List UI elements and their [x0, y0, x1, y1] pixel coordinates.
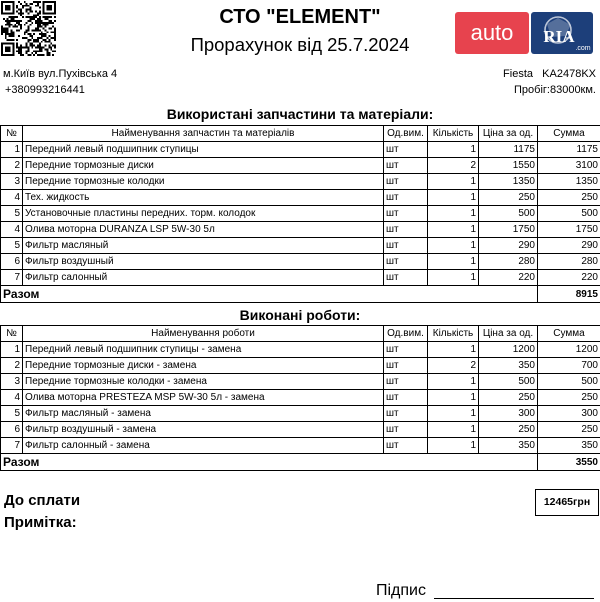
parts-table-cell: 500 — [479, 206, 538, 222]
works-header-row — [1, 326, 600, 342]
works-table-row — [1, 438, 600, 454]
parts-table-cell: 2 — [428, 158, 479, 174]
parts-table-cell: 1350 — [538, 174, 600, 190]
parts-table-cell: шт — [384, 238, 428, 254]
parts-table-cell: Передние тормозные колодки — [23, 174, 384, 190]
parts-table-cell: 1550 — [479, 158, 538, 174]
parts-table-cell: 1 — [428, 190, 479, 206]
works-table-cell: 6 — [1, 422, 23, 438]
works-column-header: № — [1, 326, 23, 342]
works-total-label: Разом — [1, 454, 384, 471]
parts-table-cell: 1750 — [538, 222, 600, 238]
works-table-cell: 1200 — [538, 342, 600, 358]
works-table-cell: шт — [384, 438, 428, 454]
autoria-logo — [455, 10, 597, 56]
parts-table-cell: 1 — [428, 174, 479, 190]
works-table-cell: 250 — [479, 422, 538, 438]
parts-table-cell: 5 — [1, 206, 23, 222]
works-table-cell: 1 — [428, 406, 479, 422]
svg-text:.com: .com — [575, 45, 591, 52]
works-total-row — [1, 454, 600, 471]
works-table-row — [1, 422, 600, 438]
parts-table-cell: 250 — [479, 190, 538, 206]
works-table-cell: 2 — [428, 358, 479, 374]
works-table-cell: шт — [384, 358, 428, 374]
parts-table-cell: 1750 — [479, 222, 538, 238]
parts-table-cell: 1 — [428, 238, 479, 254]
document-subtitle: Прорахунок від 25.7.2024 — [190, 34, 410, 55]
parts-table-cell: 4 — [1, 222, 23, 238]
works-table-cell: 300 — [479, 406, 538, 422]
parts-section-title: Використані запчастини та матеріали: — [166, 106, 434, 122]
works-table-cell: 350 — [479, 358, 538, 374]
works-column-header: Сумма — [538, 326, 600, 342]
works-table-cell: Фильтр воздушный - замена — [23, 422, 384, 438]
works-total-value: 3550 — [538, 454, 600, 471]
parts-table-cell: Тех. жидкость — [23, 190, 384, 206]
parts-total-value: 8915 — [538, 286, 600, 303]
works-table-cell: 250 — [538, 390, 600, 406]
parts-table-row — [1, 158, 600, 174]
works-table-cell: Фильтр масляный - замена — [23, 406, 384, 422]
parts-table-cell: 1 — [428, 254, 479, 270]
parts-table-cell: шт — [384, 174, 428, 190]
works-total-spacer — [479, 454, 538, 471]
works-table-cell: 1 — [428, 342, 479, 358]
parts-column-header: № — [1, 126, 23, 142]
works-column-header: Од.вим. — [384, 326, 428, 342]
phone: +380993216441 — [5, 84, 85, 96]
parts-table-cell: 1 — [428, 222, 479, 238]
works-table-cell: шт — [384, 374, 428, 390]
works-column-header: Ціна за од. — [479, 326, 538, 342]
works-table-cell: 700 — [538, 358, 600, 374]
works-table-cell: 1 — [428, 438, 479, 454]
parts-table-cell: 1175 — [538, 142, 600, 158]
mileage: Пробіг:83000км. — [514, 84, 596, 96]
parts-column-header: Ціна за од. — [479, 126, 538, 142]
parts-total-row — [1, 286, 600, 303]
parts-table-cell: 220 — [479, 270, 538, 286]
parts-table-cell: Передний левый подшипник ступицы — [23, 142, 384, 158]
parts-table-cell: шт — [384, 270, 428, 286]
parts-table-cell: 6 — [1, 254, 23, 270]
works-table-cell: шт — [384, 406, 428, 422]
parts-table-row — [1, 254, 600, 270]
parts-table-cell: 1175 — [479, 142, 538, 158]
parts-column-header: Кількість — [428, 126, 479, 142]
works-table-cell: шт — [384, 390, 428, 406]
works-table-row — [1, 374, 600, 390]
parts-table-cell: Установочные пластины передних. торм. колодок — [23, 206, 384, 222]
works-table-cell: 5 — [1, 406, 23, 422]
works-table-cell: 1200 — [479, 342, 538, 358]
amount-due-label: До сплати — [4, 492, 81, 509]
parts-column-header: Найменування запчастин та матеріалів — [23, 126, 384, 142]
parts-table-cell: Фильтр салонный — [23, 270, 384, 286]
works-table-cell: 500 — [538, 374, 600, 390]
works-table-cell: Передний левый подшипник ступицы - замена — [23, 342, 384, 358]
works-column-header: Найменування роботи — [23, 326, 384, 342]
parts-table-cell: шт — [384, 206, 428, 222]
parts-table-row — [1, 174, 600, 190]
parts-table-cell: 1350 — [479, 174, 538, 190]
address: м.Київ вул.Пухівська 4 — [3, 68, 118, 80]
parts-table-cell: 1 — [428, 142, 479, 158]
parts-table-cell: Фильтр воздушный — [23, 254, 384, 270]
parts-table-cell: 280 — [538, 254, 600, 270]
parts-table-cell: 1 — [428, 206, 479, 222]
works-column-header: Кількість — [428, 326, 479, 342]
parts-table-cell: 1 — [1, 142, 23, 158]
works-table-row — [1, 342, 600, 358]
works-table-cell: 300 — [538, 406, 600, 422]
parts-table-cell: 220 — [538, 270, 600, 286]
amount-due-value: 12465грн — [535, 489, 599, 516]
svg-text:auto: auto — [470, 20, 514, 45]
parts-total-spacer — [384, 286, 428, 303]
parts-table-cell: 290 — [479, 238, 538, 254]
works-table-cell: 350 — [479, 438, 538, 454]
svg-text:RIA: RIA — [543, 27, 575, 46]
parts-column-header: Од.вим. — [384, 126, 428, 142]
parts-table-cell: 280 — [479, 254, 538, 270]
works-table-cell: Фильтр салонный - замена — [23, 438, 384, 454]
works-table-row — [1, 358, 600, 374]
works-total-spacer — [428, 454, 479, 471]
document-title: СТО "ELEMENT" — [219, 6, 381, 28]
parts-table-row — [1, 238, 600, 254]
parts-total-spacer — [428, 286, 479, 303]
works-table-row — [1, 406, 600, 422]
signature-label: Підпис — [376, 582, 426, 599]
parts-table-row — [1, 270, 600, 286]
parts-table-row — [1, 190, 600, 206]
parts-table-row — [1, 222, 600, 238]
works-table-cell: 4 — [1, 390, 23, 406]
works-table-cell: 250 — [479, 390, 538, 406]
works-table-cell: шт — [384, 342, 428, 358]
parts-table-cell: 500 — [538, 206, 600, 222]
signature-line — [434, 598, 594, 599]
parts-table-cell: Фильтр масляный — [23, 238, 384, 254]
parts-table-cell: шт — [384, 158, 428, 174]
parts-table — [0, 125, 600, 303]
works-table-cell: 1 — [428, 374, 479, 390]
parts-total-spacer — [479, 286, 538, 303]
works-table-cell: 3 — [1, 374, 23, 390]
works-table-cell: 7 — [1, 438, 23, 454]
parts-total-label: Разом — [1, 286, 384, 303]
parts-table-cell: шт — [384, 142, 428, 158]
parts-table-row — [1, 142, 600, 158]
works-table-cell: 1 — [1, 342, 23, 358]
parts-table-cell: 3 — [1, 174, 23, 190]
works-table-cell: шт — [384, 422, 428, 438]
works-table-cell: 500 — [479, 374, 538, 390]
works-table-cell: 1 — [428, 390, 479, 406]
works-total-spacer — [384, 454, 428, 471]
works-table-cell: 1 — [428, 422, 479, 438]
works-table-cell: Передние тормозные диски - замена — [23, 358, 384, 374]
parts-table-cell: 7 — [1, 270, 23, 286]
works-table-cell: Олива моторна PRESTEZA MSP 5W-30 5л - замена — [23, 390, 384, 406]
works-table-row — [1, 390, 600, 406]
works-section-title: Виконані роботи: — [239, 307, 361, 323]
parts-table-cell: 4 — [1, 190, 23, 206]
works-table-cell: 2 — [1, 358, 23, 374]
parts-table-cell: 1 — [428, 270, 479, 286]
parts-table-cell: Олива моторна DURANZA LSP 5W-30 5л — [23, 222, 384, 238]
works-table-cell: 250 — [538, 422, 600, 438]
parts-table-cell: Передние тормозные диски — [23, 158, 384, 174]
note-label: Примітка: — [4, 514, 77, 531]
parts-table-cell: шт — [384, 254, 428, 270]
parts-table-row — [1, 206, 600, 222]
parts-table-cell: шт — [384, 222, 428, 238]
parts-column-header: Сумма — [538, 126, 600, 142]
parts-table-cell: 290 — [538, 238, 600, 254]
works-table-cell: Передние тормозные колодки - замена — [23, 374, 384, 390]
parts-table-cell: 2 — [1, 158, 23, 174]
parts-table-cell: 250 — [538, 190, 600, 206]
parts-table-cell: шт — [384, 190, 428, 206]
works-table — [0, 325, 600, 471]
parts-table-cell: 5 — [1, 238, 23, 254]
car-info: Fiesta KA2478KX — [503, 68, 596, 80]
parts-header-row — [1, 126, 600, 142]
works-table-cell: 350 — [538, 438, 600, 454]
parts-table-cell: 3100 — [538, 158, 600, 174]
